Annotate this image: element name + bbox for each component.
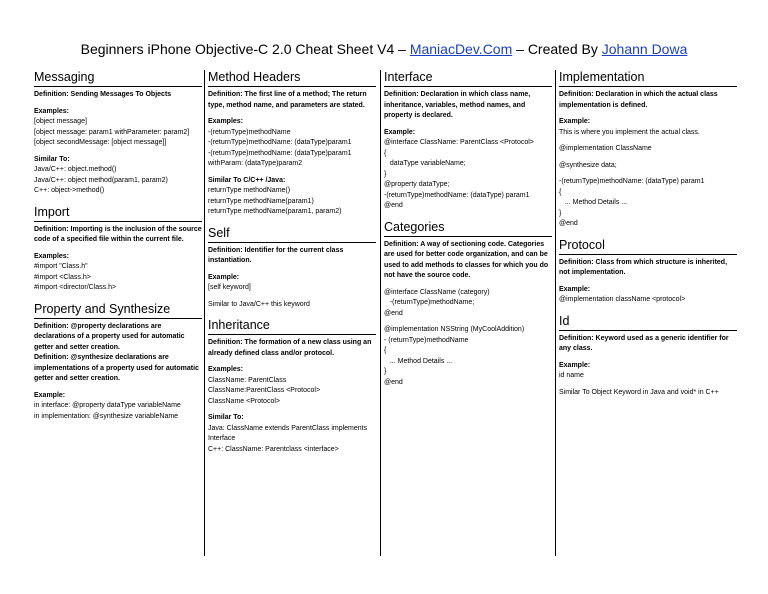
code-line: @implementation NSString (MyCoolAddition) <box>384 326 525 333</box>
code-line: C++: ClassName: Parentclass <interface> <box>208 445 339 453</box>
page-title <box>0 40 768 58</box>
code-line: in interface: @property dataType variableName <box>34 402 181 409</box>
code-line: [object message] <box>34 118 87 125</box>
code-line: C++: object->method() <box>34 187 105 194</box>
section-heading: Property and Synthesize <box>34 302 202 319</box>
code-line: -(returnType)methodName: (dataType) param1 <box>559 178 705 185</box>
definition-text: Definition: Class from which structure is inherited, not implementation. <box>559 258 728 276</box>
section-import <box>34 205 202 294</box>
section-categories <box>384 220 552 389</box>
example-label: Example: <box>559 361 591 369</box>
code-line: -(returnType)methodName: (dataType)param1 withParam: (dataType)param2 <box>208 149 354 167</box>
example-label: Example: <box>559 118 591 125</box>
code-line: -(returnType)methodName <box>208 128 291 136</box>
examples-label: Examples: <box>208 366 244 373</box>
code-line: @interface ClassName (category) <box>384 288 490 296</box>
section-heading: Implementation <box>559 70 737 87</box>
column-1 <box>34 70 202 548</box>
example-label: Example: <box>34 391 66 399</box>
code-line: #import <Class.h> <box>34 273 91 281</box>
column-divider <box>555 70 556 556</box>
definition-text: Definition: Sending Messages To Objects <box>34 91 172 98</box>
definition-text: Definition: Importing is the inclusion of the source code of a specified file within the current file. <box>34 225 202 243</box>
column-4 <box>559 70 737 548</box>
section-property-synthesize <box>34 302 202 423</box>
definition-text: Definition: @property declarations are declarations of a property used for automatic getter and setter creation. <box>34 322 185 351</box>
example-label: Example: <box>208 273 240 281</box>
author-link[interactable]: Johann Dowa <box>601 41 688 57</box>
definition-text: Definition: Declaration in which class name, inheritance, variables, method names, and property is declared. <box>384 91 531 119</box>
code-line: ClassName: ParentClass <box>208 376 287 384</box>
section-heading: Method Headers <box>208 70 376 87</box>
section-implementation <box>559 70 737 230</box>
similar-label: Similar To: <box>208 414 244 421</box>
example-label: Example: <box>384 128 416 136</box>
code-line: ... Method Details ... <box>559 199 628 206</box>
code-line: #import "Class.h" <box>34 263 88 270</box>
definition-text: Definition: Identifier for the current class instantiation. <box>208 246 344 264</box>
code-line: } <box>384 170 387 178</box>
code-line: @implementation ClassName <box>559 145 652 152</box>
section-messaging <box>34 70 202 197</box>
section-method-headers <box>208 70 376 218</box>
section-heading: Protocol <box>559 238 737 255</box>
section-heading: Messaging <box>34 70 202 87</box>
code-line: id name <box>559 372 584 379</box>
code-line: [object message: param1 withParameter: param2] <box>34 128 190 136</box>
code-line: @end <box>384 202 403 209</box>
column-2 <box>208 70 376 548</box>
definition-text: Definition: Declaration in which the actual class implementation is defined. <box>559 91 718 109</box>
code-line: returnType methodName() <box>208 187 291 194</box>
code-line: @implementation className <protocol> <box>559 296 686 303</box>
code-line: ClassName <Protocol> <box>208 397 280 405</box>
title-middle: – Created By <box>512 41 602 57</box>
definition-text: Definition: @synthesize declarations are implementations of a property used for automatic getter and setter creation. <box>34 354 199 382</box>
definition-text: Definition: The first line of a method; The return type, method name, and parameters are stated. <box>208 91 367 109</box>
section-protocol <box>559 238 737 306</box>
code-line: Java/C++: object method(param1, param2) <box>34 176 168 184</box>
definition-text: Definition: A way of sectioning code. Categories are used for better code organization, and can be used to add methods to classes for which you do not have the source code. <box>384 240 549 279</box>
code-line: -(returnType)methodName: (dataType)param1 <box>208 139 352 146</box>
code-line: ClassName:ParentClass <Protocol> <box>208 387 321 394</box>
example-label: Example: <box>559 285 591 293</box>
similar-text: Similar To Object Keyword in Java and void* in C++ <box>559 388 719 396</box>
code-line: @interface ClassName: ParentClass <Protocol> <box>384 139 534 146</box>
section-heading: Interface <box>384 70 552 87</box>
column-divider <box>380 70 381 556</box>
code-line: [self keyword] <box>208 284 251 291</box>
code-line: @end <box>384 378 403 386</box>
code-line: { <box>559 188 562 196</box>
section-heading: Self <box>208 226 376 243</box>
code-line: { <box>384 149 387 157</box>
code-line: ... Method Details ... <box>384 357 453 365</box>
code-line: { <box>384 347 387 354</box>
definition-text: Definition: Keyword used as a generic identifier for any class. <box>559 334 729 352</box>
code-line: dataType variableName; <box>384 160 466 167</box>
section-id <box>559 314 737 399</box>
definition-text: Definition: The formation of a new class using an already defined class and/or protocol. <box>208 339 372 357</box>
code-line: -(returnType)methodName: (dataType) param1 <box>384 191 530 199</box>
title-prefix: Beginners iPhone Objective-C 2.0 Cheat Sheet V4 – <box>80 41 410 57</box>
section-self <box>208 226 376 311</box>
code-line: - (returnType)methodName <box>384 336 469 344</box>
section-heading: Categories <box>384 220 552 237</box>
similar-text: Similar to Java/C++ this keyword <box>208 300 310 308</box>
section-heading: Id <box>559 314 737 331</box>
examples-label: Examples: <box>208 118 244 125</box>
code-line: #import <director/Class.h> <box>34 284 117 291</box>
note-text: This is where you implement the actual class. <box>559 128 700 136</box>
similar-label: Similar To: <box>34 155 70 163</box>
code-line: } <box>559 209 562 217</box>
code-line: Java/C++: object.method() <box>34 166 117 173</box>
similar-label: Similar To C/C++ /Java: <box>208 176 286 184</box>
section-inheritance <box>208 318 376 455</box>
code-line: returnType methodName(param1, param2) <box>208 208 342 215</box>
code-line: -(returnType)methodName; <box>384 299 475 306</box>
code-line: @property dataType; <box>384 181 450 188</box>
code-line: in implementation: @synthesize variableName <box>34 412 179 420</box>
code-line: returnType methodName(param1) <box>208 197 314 205</box>
section-heading: Inheritance <box>208 318 376 335</box>
code-line: @end <box>559 220 578 227</box>
code-line: [object secondMessage: [object message]] <box>34 139 167 146</box>
column-3 <box>384 70 552 548</box>
examples-label: Examples: <box>34 252 70 260</box>
code-line: @synthesize data; <box>559 161 617 169</box>
section-heading: Import <box>34 205 202 222</box>
site-link[interactable]: ManiacDev.Com <box>409 41 513 57</box>
code-line: @end <box>384 309 403 317</box>
column-divider <box>204 70 205 556</box>
code-line: } <box>384 368 387 375</box>
examples-label: Examples: <box>34 107 70 115</box>
code-line: Java: ClassName extends ParentClass implements Interface <box>208 424 370 442</box>
section-interface <box>384 70 552 212</box>
